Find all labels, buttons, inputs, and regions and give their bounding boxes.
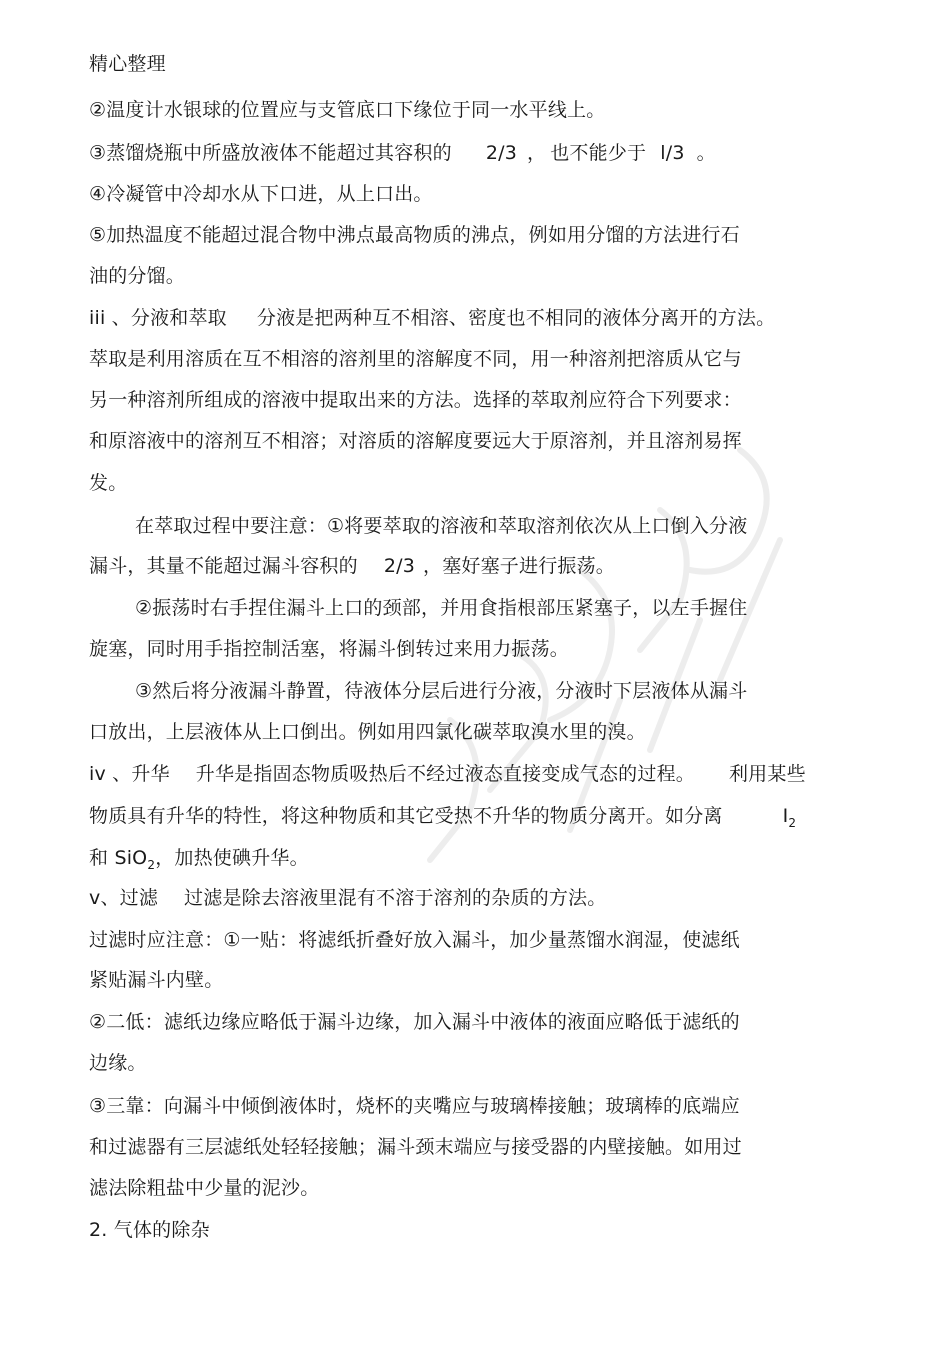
text-line: ②振荡时右手捏住漏斗上口的颈部，并用食指根部压紧塞子，以左手握住 <box>135 597 748 619</box>
text-line: 紧贴漏斗内壁。 <box>89 969 224 991</box>
text-span: 分液是把两种互不相溶、密度也不相同的液体分离开的方法。 <box>256 307 776 329</box>
text-span: 过滤是除去溶液里混有不溶于溶剂的杂质的方法。 <box>184 887 607 909</box>
text-span: 2/3 <box>485 142 518 164</box>
text-line: 口放出，上层液体从上口倒出。例如用四氯化碳萃取溴水里的溴。 <box>89 721 646 743</box>
section-heading <box>89 885 606 911</box>
text-line: ③三靠：向漏斗中倾倒液体时，烧杯的夹嘴应与玻璃棒接触；玻璃棒的底端应 <box>89 1095 740 1117</box>
text-span: l/3 <box>660 142 685 164</box>
text-line: 另一种溶剂所组成的溶液中提取出来的方法。选择的萃取剂应符合下列要求： <box>89 389 742 411</box>
text-line <box>89 803 796 836</box>
text-line: ②温度计水银球的位置应与支管底口下缘位于同一水平线上。 <box>89 99 606 121</box>
text-span: 利用某些 <box>728 763 806 785</box>
section-title: v、过滤 <box>89 887 159 909</box>
text-span: ， <box>527 142 547 164</box>
text-line: 旋塞，同时用手指控制活塞，将漏斗倒转过来用力振荡。 <box>89 638 570 660</box>
text-span: 漏斗，其量不能超过漏斗容积的 <box>89 555 358 577</box>
text-line: 油的分馏。 <box>89 265 186 287</box>
text-span: 。 <box>696 142 716 164</box>
text-span: ③蒸馏烧瓶中所盛放液体不能超过其容积的 <box>89 142 452 164</box>
text-line: 和过滤器有三层滤纸处轻轻接触；漏斗颈末端应与接受器的内壁接触。如用过 <box>89 1136 742 1158</box>
section-title: iv 、升华 <box>89 763 170 785</box>
text-span: 和 SiO <box>89 847 148 869</box>
text-line: ②二低：滤纸边缘应略低于漏斗边缘，加入漏斗中液体的液面应略低于滤纸的 <box>89 1011 740 1033</box>
text-span: 物质具有升华的特性，将这种物质和其它受热不升华的物质分离开。如分离 <box>89 805 723 827</box>
section-heading: 2. 气体的除杂 <box>89 1219 210 1241</box>
text-line <box>89 553 615 579</box>
text-span: 2/3 <box>383 555 415 577</box>
text-line: 萃取是利用溶质在互不相溶的溶剂里的溶解度不同，用一种溶剂把溶质从它与 <box>89 348 742 370</box>
text-span: 也不能少于 <box>550 142 647 164</box>
text-line: 在萃取过程中要注意：①将要萃取的溶液和萃取溶剂依次从上口倒入分液 <box>135 515 748 537</box>
section-heading <box>89 305 775 331</box>
text-span: ，加热使碘升华。 <box>155 847 309 869</box>
subscript: 2 <box>788 816 797 830</box>
page-header: 精心整理 <box>89 53 166 75</box>
section-title: iii 、分液和萃取 <box>89 307 227 329</box>
text-line <box>89 845 309 878</box>
text-span: I <box>782 805 789 827</box>
text-line: 过滤时应注意：①一贴：将滤纸折叠好放入漏斗，加少量蒸馏水润湿，使滤纸 <box>89 929 740 951</box>
section-heading <box>89 761 806 787</box>
text-line: ③然后将分液漏斗静置，待液体分层后进行分液，分液时下层液体从漏斗 <box>135 680 748 702</box>
text-line: 滤法除粗盐中少量的泥沙。 <box>89 1177 320 1199</box>
text-span: ，塞好塞子进行振荡。 <box>423 555 616 577</box>
text-line: ⑤加热温度不能超过混合物中沸点最高物质的沸点，例如用分馏的方法进行石 <box>89 224 740 246</box>
text-line: ④冷凝管中冷却水从下口进，从上口出。 <box>89 183 433 205</box>
text-line: 边缘。 <box>89 1052 147 1074</box>
text-line <box>89 140 716 166</box>
text-span: 升华是指固态物质吸热后不经过液态直接变成气态的过程。 <box>195 763 695 785</box>
text-line: 发。 <box>89 472 128 494</box>
subscript: 2 <box>147 858 156 872</box>
text-line: 和原溶液中的溶剂互不相溶；对溶质的溶解度要远大于原溶剂，并且溶剂易挥 <box>89 430 742 452</box>
